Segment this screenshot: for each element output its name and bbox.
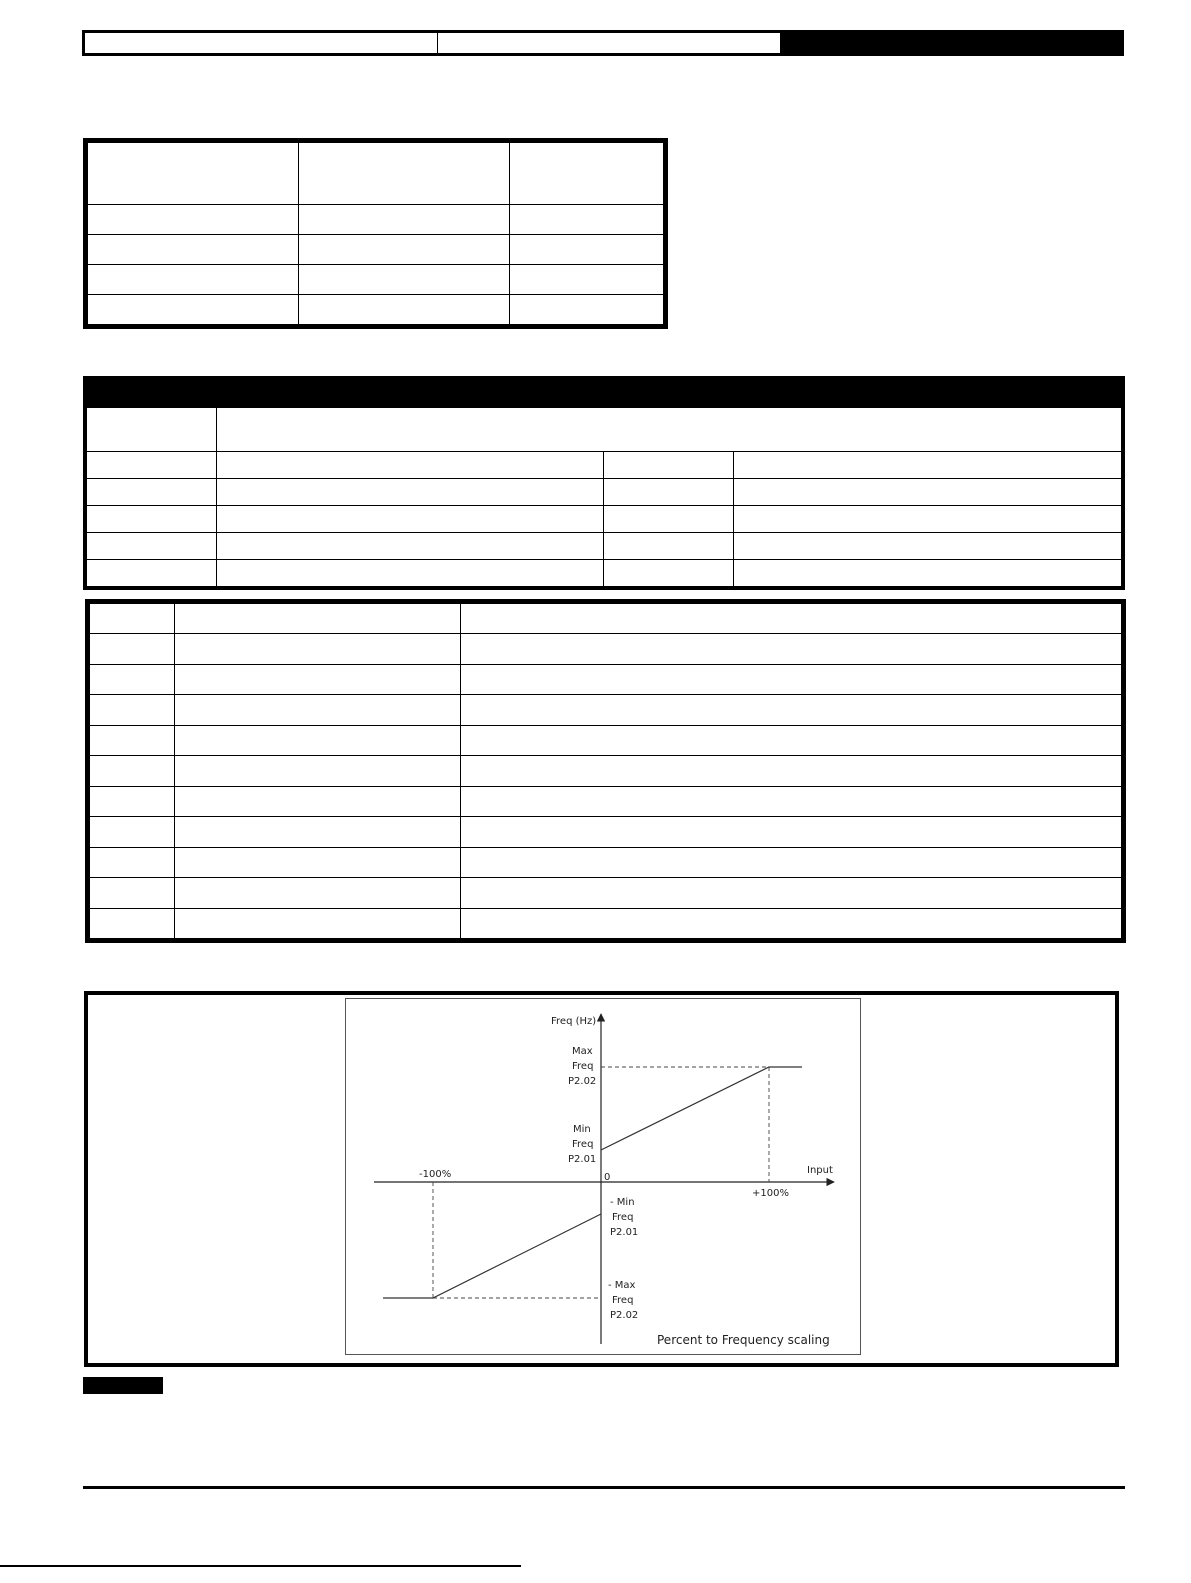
table-row [87,452,1122,479]
page-header-bar [82,30,1124,56]
table-row [90,725,1122,755]
note-badge [83,1377,163,1394]
neg-100-label: -100% [419,1169,452,1180]
table-row [88,295,664,325]
table-row [87,560,1122,587]
table-row [90,756,1122,786]
min-freq-label-2: Freq [572,1139,594,1150]
table-row [87,533,1122,560]
x-axis-label: Input [807,1165,833,1176]
neg-max-freq-label-2: Freq [612,1295,634,1306]
negative-scaling-line [383,1214,601,1298]
max-freq-label-1: Max [572,1046,593,1057]
max-freq-label-2: Freq [572,1061,594,1072]
table-row [87,408,1122,452]
footer-divider [83,1486,1125,1489]
option-values-table [85,599,1126,943]
y-axis-label: Freq (Hz) [551,1016,597,1027]
table-header-row [87,380,1122,408]
frequency-scaling-diagram [345,998,861,1355]
table-header-row [88,143,664,205]
table-row [88,205,664,235]
table-row [87,506,1122,533]
min-freq-label-3: P2.01 [568,1154,597,1165]
table-row [90,908,1122,938]
neg-min-freq-label-3: P2.01 [610,1227,639,1238]
parameter-table-small [83,138,668,329]
positive-scaling-line [601,1067,802,1150]
header-cell-left [85,33,438,53]
diagram-svg [346,999,860,1354]
neg-max-freq-label-1: - Max [608,1280,636,1291]
neg-max-freq-label-3: P2.02 [610,1310,639,1321]
origin-label: 0 [604,1172,611,1183]
pos-100-label: +100% [752,1188,789,1199]
table-row [88,235,664,265]
figure-caption: Percent to Frequency scaling [657,1333,830,1347]
max-freq-label-3: P2.02 [568,1076,597,1087]
table-row [90,634,1122,664]
table-row [90,786,1122,816]
page-bottom-rule [0,1565,521,1567]
neg-min-freq-label-1: - Min [610,1197,635,1208]
table-row [90,664,1122,694]
table-row [90,604,1122,634]
min-freq-label-1: Min [573,1124,591,1135]
table-row [90,878,1122,908]
header-cell-right [781,33,1121,53]
table-row [88,265,664,295]
header-cell-middle [438,33,781,53]
table-row [87,479,1122,506]
table-row [90,847,1122,877]
parameter-detail-table [83,376,1125,590]
table-row [90,695,1122,725]
neg-min-freq-label-2: Freq [612,1212,634,1223]
table-row [90,817,1122,847]
